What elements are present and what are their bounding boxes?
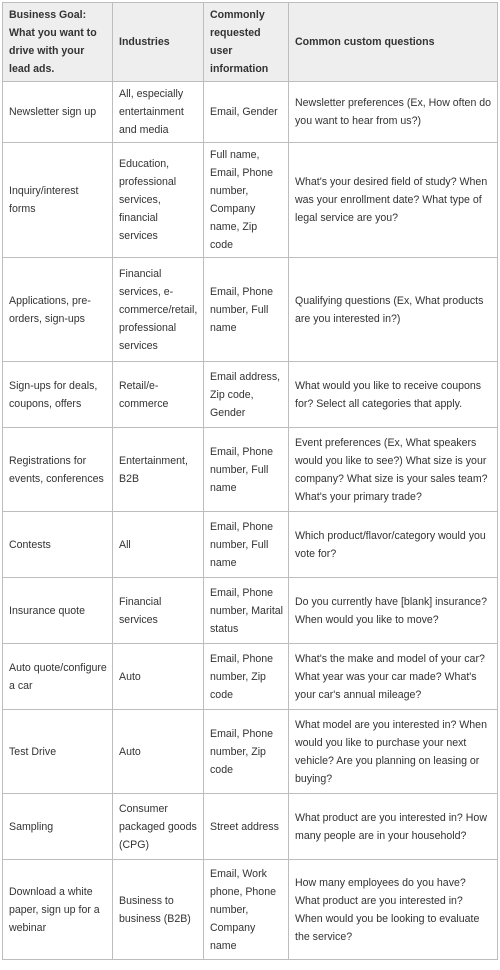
cell-business-goal: Registrations for events, conferences xyxy=(3,428,113,512)
cell-custom-questions: What's the make and model of your car? What year was your car made? What's your car's annual mileage? xyxy=(289,644,498,710)
table-row xyxy=(3,258,498,362)
header-custom-questions: Common custom questions xyxy=(289,3,498,82)
cell-custom-questions: Event preferences (Ex, What speakers would you like to see?) What size is your company? What size is your sales team? What's your primary trade? xyxy=(289,428,498,512)
cell-user-information: Email, Phone number, Marital status xyxy=(204,578,289,644)
header-row xyxy=(3,3,498,82)
cell-business-goal: Sampling xyxy=(3,794,113,860)
cell-industries: All, especially entertainment and media xyxy=(113,82,204,143)
table-row xyxy=(3,860,498,960)
table-row xyxy=(3,362,498,428)
table-row xyxy=(3,82,498,143)
cell-custom-questions: Which product/flavor/category would you vote for? xyxy=(289,512,498,578)
cell-industries: Financial services xyxy=(113,578,204,644)
cell-user-information: Email, Phone number, Full name xyxy=(204,512,289,578)
table-body xyxy=(3,82,498,960)
cell-industries: Entertainment, B2B xyxy=(113,428,204,512)
cell-custom-questions: Qualifying questions (Ex, What products are you interested in?) xyxy=(289,258,498,362)
header-industries: Industries xyxy=(113,3,204,82)
cell-industries: Auto xyxy=(113,644,204,710)
cell-user-information: Street address xyxy=(204,794,289,860)
cell-user-information: Email, Phone number, Full name xyxy=(204,428,289,512)
cell-business-goal: Inquiry/interest forms xyxy=(3,143,113,258)
cell-custom-questions: What model are you interested in? When would you like to purchase your next vehicle? Are you planning on leasing or buying? xyxy=(289,710,498,794)
cell-user-information: Email address, Zip code, Gender xyxy=(204,362,289,428)
table-row xyxy=(3,512,498,578)
cell-industries: Financial services, e-commerce/retail, professional services xyxy=(113,258,204,362)
cell-business-goal: Test Drive xyxy=(3,710,113,794)
cell-custom-questions: What product are you interested in? How many people are in your household? xyxy=(289,794,498,860)
cell-industries: Auto xyxy=(113,710,204,794)
cell-user-information: Full name, Email, Phone number, Company name, Zip code xyxy=(204,143,289,258)
cell-industries: Education, professional services, financial services xyxy=(113,143,204,258)
cell-business-goal: Contests xyxy=(3,512,113,578)
table-row xyxy=(3,143,498,258)
cell-business-goal: Auto quote/configure a car xyxy=(3,644,113,710)
table-row xyxy=(3,794,498,860)
cell-user-information: Email, Phone number, Zip code xyxy=(204,710,289,794)
cell-industries: All xyxy=(113,512,204,578)
header-business-goal: Business Goal: What you want to drive with your lead ads. xyxy=(3,3,113,82)
cell-user-information: Email, Gender xyxy=(204,82,289,143)
table-header xyxy=(3,3,498,82)
table-row xyxy=(3,578,498,644)
cell-user-information: Email, Phone number, Zip code xyxy=(204,644,289,710)
lead-ads-table xyxy=(2,2,498,960)
table-row xyxy=(3,644,498,710)
cell-user-information: Email, Work phone, Phone number, Company name xyxy=(204,860,289,960)
cell-custom-questions: Newsletter preferences (Ex, How often do you want to hear from us?) xyxy=(289,82,498,143)
cell-business-goal: Newsletter sign up xyxy=(3,82,113,143)
cell-custom-questions: What would you like to receive coupons for? Select all categories that apply. xyxy=(289,362,498,428)
cell-user-information: Email, Phone number, Full name xyxy=(204,258,289,362)
header-user-information: Commonly requested user information xyxy=(204,3,289,82)
cell-business-goal: Applications, pre-orders, sign-ups xyxy=(3,258,113,362)
cell-industries: Consumer packaged goods (CPG) xyxy=(113,794,204,860)
cell-industries: Retail/e-commerce xyxy=(113,362,204,428)
cell-business-goal: Sign-ups for deals, coupons, offers xyxy=(3,362,113,428)
cell-business-goal: Download a white paper, sign up for a webinar xyxy=(3,860,113,960)
table-row xyxy=(3,710,498,794)
cell-business-goal: Insurance quote xyxy=(3,578,113,644)
cell-custom-questions: Do you currently have [blank] insurance? When would you like to move? xyxy=(289,578,498,644)
cell-custom-questions: How many employees do you have? What product are you interested in? When would you be looking to evaluate the service? xyxy=(289,860,498,960)
table-row xyxy=(3,428,498,512)
cell-industries: Business to business (B2B) xyxy=(113,860,204,960)
cell-custom-questions: What's your desired field of study? When was your enrollment date? What type of legal service are you? xyxy=(289,143,498,258)
